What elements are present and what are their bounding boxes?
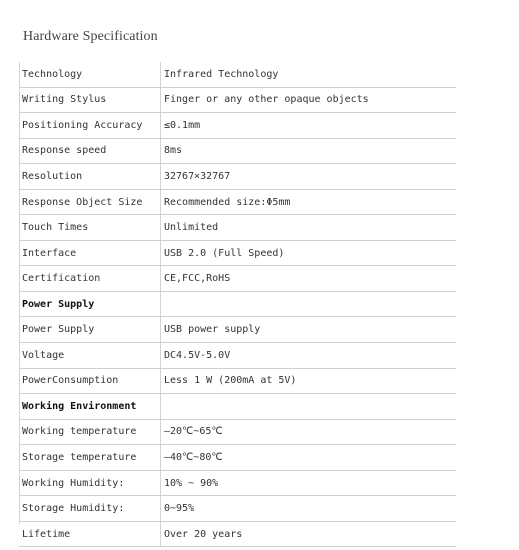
row-value: Finger or any other opaque objects [161,87,457,113]
table-row [19,87,456,113]
row-label: Response Object Size [19,189,161,215]
table-row [19,521,456,547]
table-row [19,113,456,139]
row-label: Storage temperature [19,445,161,471]
table-row [19,215,456,241]
table-row [19,343,456,369]
row-value: 10% ~ 90% [161,470,457,496]
row-label: Technology [19,62,161,87]
table-row [19,62,456,87]
table-row [19,470,456,496]
row-value: CE,FCC,RoHS [161,266,457,292]
table-row [19,138,456,164]
row-value [161,291,457,317]
table-row [19,445,456,471]
row-value: ≤0.1mm [161,113,457,139]
table-row [19,189,456,215]
table-row [19,164,456,190]
row-value: DC4.5V-5.0V [161,343,457,369]
section-header: Working Environment [19,394,161,420]
row-value: 8ms [161,138,457,164]
table-row [19,266,456,292]
row-value: 32767×32767 [161,164,457,190]
row-label: Storage Humidity: [19,496,161,522]
row-value: —40℃~80℃ [161,445,457,471]
table-row [19,419,456,445]
spec-table [19,62,456,547]
row-label: Interface [19,240,161,266]
row-label: Power Supply [19,317,161,343]
section-header-row [19,291,456,317]
row-value: —20℃~65℃ [161,419,457,445]
row-value: Infrared Technology [161,62,457,87]
row-label: Lifetime [19,521,161,547]
row-label: Response speed [19,138,161,164]
row-value [161,394,457,420]
row-label: Working Humidity: [19,470,161,496]
row-label: Positioning Accuracy [19,113,161,139]
section-header-row [19,394,456,420]
table-row [19,240,456,266]
section-header: Power Supply [19,291,161,317]
row-value: USB power supply [161,317,457,343]
row-value: Over 20 years [161,521,457,547]
row-label: Resolution [19,164,161,190]
table-row [19,317,456,343]
row-value: Recommended size:Φ5mm [161,189,457,215]
page-title: Hardware Specification [23,29,158,44]
table-row [19,368,456,394]
row-value: Unlimited [161,215,457,241]
row-label: Writing Stylus [19,87,161,113]
row-label: Certification [19,266,161,292]
row-value: Less 1 W (200mA at 5V) [161,368,457,394]
row-label: Touch Times [19,215,161,241]
row-value: 0~95% [161,496,457,522]
row-label: Working temperature [19,419,161,445]
spec-table-body [19,62,456,547]
table-row [19,496,456,522]
row-label: PowerConsumption [19,368,161,394]
row-label: Voltage [19,343,161,369]
row-value: USB 2.0 (Full Speed) [161,240,457,266]
